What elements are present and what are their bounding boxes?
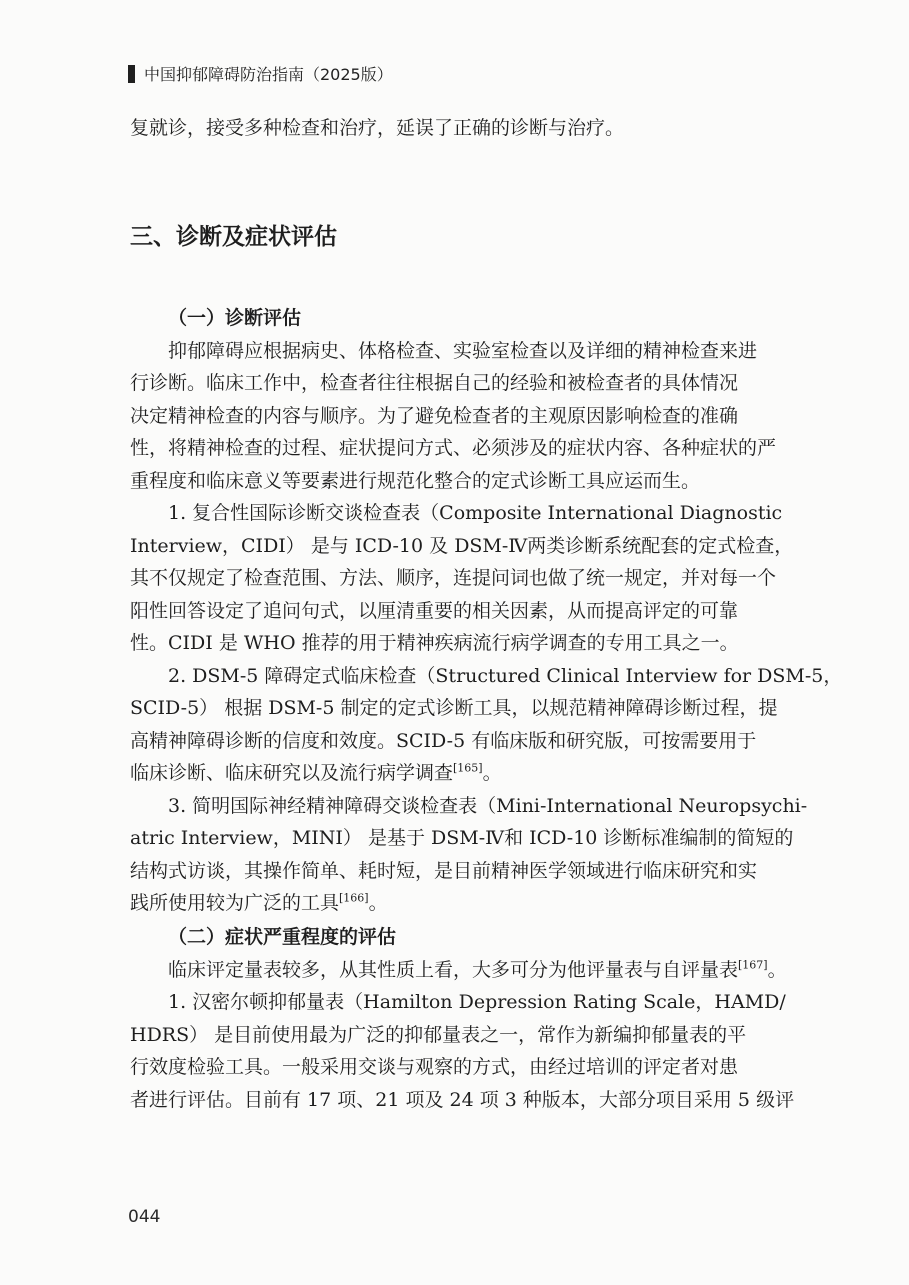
paragraph-line: 其不仅规定了检查范围、方法、顺序，连提问词也做了统一规定，并对每一个: [130, 567, 777, 589]
paragraph-line: 重程度和临床意义等要素进行规范化整合的定式诊断工具应运而生。: [130, 469, 701, 492]
paragraph-line: 结构式访谈，其操作简单、耗时短，是目前精神医学领域进行临床研究和实: [130, 859, 758, 882]
paragraph-line: [130, 954, 787, 987]
paragraph-line: 性，将精神检查的过程、症状提问方式、必须涉及的症状内容、各种症状的严: [130, 437, 777, 459]
running-header: [128, 62, 393, 85]
paragraph-line: 2. DSM-5 障碍定式临床检查（Structured Clinical Interview for DSM-5，: [168, 664, 843, 687]
header-bar-mark: [128, 65, 135, 83]
page-content: [130, 112, 843, 1116]
paragraph-cidi: [130, 497, 794, 660]
paragraph-line: 行诊断。临床工作中，检查者往往根据自己的经验和被检查者的具体情况: [130, 372, 739, 394]
period: 。: [767, 958, 787, 981]
paragraph-scid: [130, 660, 843, 790]
paragraph-line: [130, 887, 782, 920]
paragraph-line: Interview，CIDI） 是与 ICD-10 及 DSM-Ⅳ两类诊断系统配套的定式检查，: [130, 534, 794, 557]
paragraph-line: [130, 757, 782, 790]
paragraph-line: 性。CIDI 是 WHO 推荐的用于精神疾病流行病学调查的专用工具之一。: [130, 632, 739, 654]
running-header-title: 中国抑郁障碍防治指南（2025版）: [144, 65, 393, 84]
paragraph-hamd: [130, 986, 795, 1116]
paragraph-line: 1. 汉密尔顿抑郁量表（Hamilton Depression Rating Scale，HAMD/: [168, 991, 786, 1013]
paragraph-line: 行效度检验工具。一般采用交谈与观察的方式，由经过培训的评定者对患: [130, 1056, 739, 1078]
page-number: 044: [128, 1207, 161, 1227]
paragraph-line: atric Interview，MINI） 是基于 DSM-Ⅳ和 ICD-10 诊断标准编制的简短的: [130, 827, 794, 849]
paragraph-line: 高精神障碍诊断的信度和效度。SCID-5 有临床版和研究版，可按需要用于: [130, 729, 757, 752]
paragraph-text: 临床诊断、临床研究以及流行病学调查: [130, 762, 454, 784]
period: 。: [368, 892, 388, 914]
citation-ref: [166]: [339, 891, 369, 905]
period: 。: [482, 762, 502, 784]
paragraph-diagnosis: [130, 335, 782, 498]
paragraph-line: HDRS） 是目前使用最为广泛的抑郁量表之一，常作为新编抑郁量表的平: [130, 1023, 747, 1046]
paragraph-line: 者进行评估。目前有 17 项、21 项及 24 项 3 种版本，大部分项目采用 5 级评: [130, 1088, 795, 1111]
paragraph-line: 决定精神检查的内容与顺序。为了避免检查者的主观原因影响检查的准确: [130, 404, 739, 427]
citation-ref: [165]: [453, 761, 483, 775]
paragraph-line: 阳性回答设定了追问句式，以厘清重要的相关因素，从而提高评定的可靠: [130, 599, 739, 622]
paragraph-line: 3. 简明国际神经精神障碍交谈检查表（Mini-International Neuropsychi-: [168, 794, 808, 817]
citation-ref: [167]: [738, 958, 768, 972]
paragraph-mini: [130, 790, 808, 920]
paragraph-text: 临床评定量表较多，从其性质上看，大多可分为他评量表与自评量表: [168, 958, 739, 981]
intro-line: 复就诊，接受多种检查和治疗，延误了正确的诊断与治疗。: [130, 117, 625, 139]
paragraph-line: 1. 复合性国际诊断交谈检查表（Composite International Diagnostic: [168, 502, 783, 524]
paragraph-line: 抑郁障碍应根据病史、体格检查、实验室检查以及详细的精神检查来进: [168, 339, 758, 362]
subsection-title-2: （二）症状严重程度的评估: [168, 925, 397, 948]
paragraph-line: SCID-5） 根据 DSM-5 制定的定式诊断工具，以规范精神障碍诊断过程，提: [130, 697, 778, 719]
subsection-title-1: （一）诊断评估: [168, 306, 302, 329]
section-title: 三、诊断及症状评估: [130, 223, 337, 250]
paragraph-text: 践所使用较为广泛的工具: [130, 892, 340, 914]
